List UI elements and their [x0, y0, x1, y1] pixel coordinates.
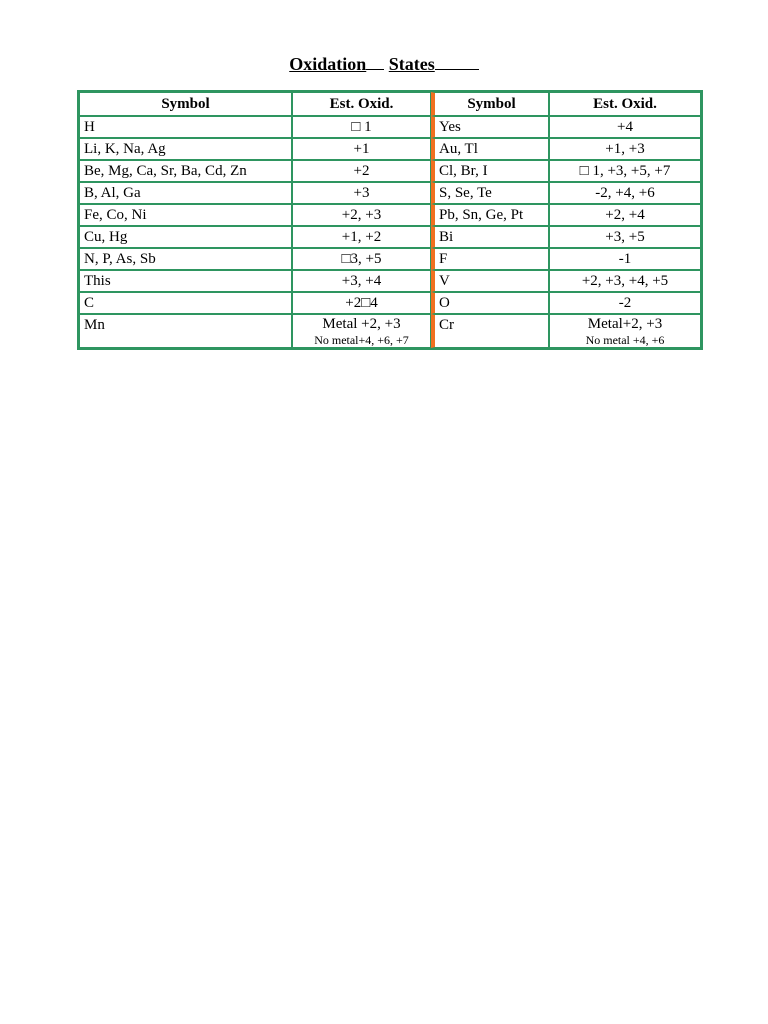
right-symbol-cell: V: [431, 270, 549, 292]
right-symbol-cell: Cl, Br, I: [431, 160, 549, 182]
table-row: [79, 160, 701, 182]
right-symbol-cell: Au, Tl: [431, 138, 549, 160]
right-value-cell: □ 1, +3, +5, +7: [549, 160, 701, 182]
table-row: [79, 226, 701, 248]
left-symbol-cell: B, Al, Ga: [79, 182, 292, 204]
page-title: [0, 52, 768, 75]
left-symbol-cell: H: [79, 116, 292, 138]
right-symbol-cell: Bi: [431, 226, 549, 248]
right-symbol-cell: O: [431, 292, 549, 314]
title-word-states: States: [388, 54, 435, 74]
table-row: [79, 204, 701, 226]
left-value-cell: +3, +4: [292, 270, 431, 292]
table-row: [79, 270, 701, 292]
title-word-oxidation: Oxidation: [289, 54, 367, 74]
table-row: [79, 292, 701, 314]
right-value-cell: [549, 314, 701, 348]
title-underline-gap: [435, 52, 479, 70]
left-value-cell: □3, +5: [292, 248, 431, 270]
right-value-cell: +3, +5: [549, 226, 701, 248]
left-symbol-cell: C: [79, 292, 292, 314]
left-symbol-cell: N, P, As, Sb: [79, 248, 292, 270]
left-value-cell: +2, +3: [292, 204, 431, 226]
right-value-cell: +1, +3: [549, 138, 701, 160]
left-symbol-cell: This: [79, 270, 292, 292]
left-symbol-cell: Mn: [79, 314, 292, 348]
right-value-cell: +2, +3, +4, +5: [549, 270, 701, 292]
right-symbol-cell: F: [431, 248, 549, 270]
table-row: [79, 248, 701, 270]
header-est-oxid: Est. Oxid.: [549, 92, 701, 116]
header-symbol: Symbol: [79, 92, 292, 116]
metal-value: Metal+2, +3: [587, 316, 663, 332]
header-est-oxid: Est. Oxid.: [292, 92, 431, 116]
header-symbol: Symbol: [431, 92, 549, 116]
left-symbol-cell: Be, Mg, Ca, Sr, Ba, Cd, Zn: [79, 160, 292, 182]
table-row: [79, 116, 701, 138]
left-symbol-cell: Li, K, Na, Ag: [79, 138, 292, 160]
right-value-cell: -2, +4, +6: [549, 182, 701, 204]
left-symbol-cell: Fe, Co, Ni: [79, 204, 292, 226]
table-row: [79, 314, 701, 348]
left-value-cell: +1: [292, 138, 431, 160]
no-metal-value: No metal +4, +6: [585, 333, 665, 347]
left-value-cell: +2□4: [292, 292, 431, 314]
right-symbol-cell: Cr: [431, 314, 549, 348]
no-metal-value: No metal+4, +6, +7: [314, 333, 409, 347]
oxidation-states-table: [77, 90, 703, 350]
left-value-cell: +2: [292, 160, 431, 182]
right-symbol-cell: Pb, Sn, Ge, Pt: [431, 204, 549, 226]
right-symbol-cell: S, Se, Te: [431, 182, 549, 204]
right-symbol-cell: Yes: [431, 116, 549, 138]
right-value-cell: +4: [549, 116, 701, 138]
title-underline-gap: [372, 52, 384, 70]
left-value-cell: [292, 314, 431, 348]
left-value-cell: □ 1: [292, 116, 431, 138]
table-header-row: [79, 92, 701, 116]
metal-value: Metal +2, +3: [322, 316, 401, 332]
right-value-cell: -2: [549, 292, 701, 314]
right-value-cell: -1: [549, 248, 701, 270]
left-value-cell: +3: [292, 182, 431, 204]
table-row: [79, 138, 701, 160]
left-symbol-cell: Cu, Hg: [79, 226, 292, 248]
table-row: [79, 182, 701, 204]
left-value-cell: +1, +2: [292, 226, 431, 248]
right-value-cell: +2, +4: [549, 204, 701, 226]
